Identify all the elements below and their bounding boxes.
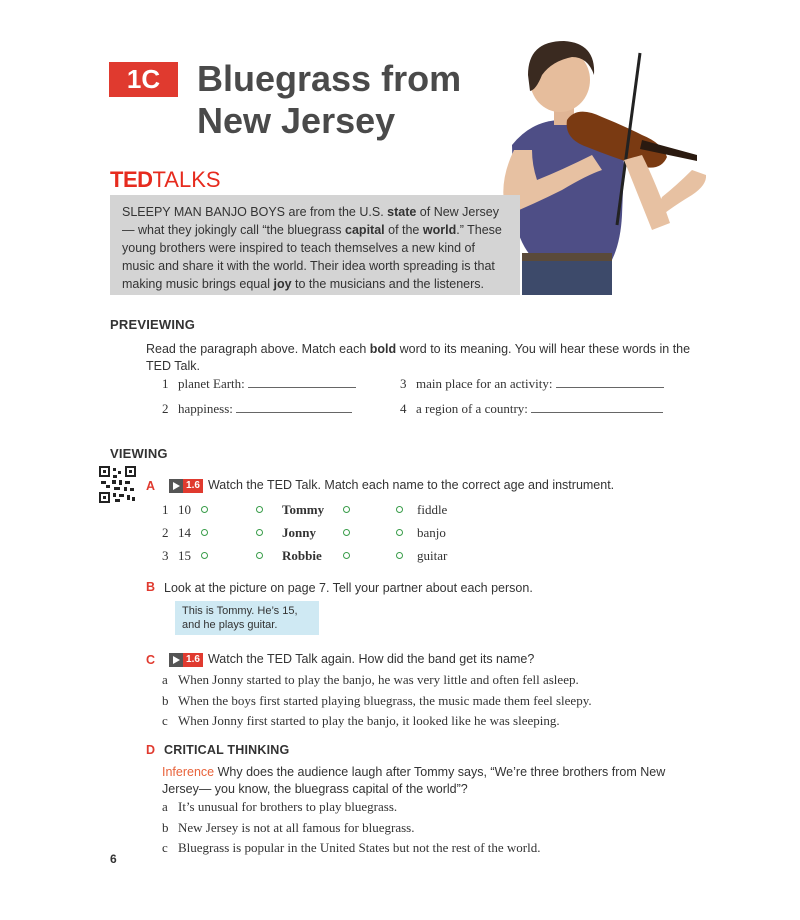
- video-code: 1.6: [183, 479, 203, 493]
- d-option-a[interactable]: [162, 799, 397, 815]
- c-option-a[interactable]: [162, 672, 579, 688]
- ted-talks-logo: [110, 168, 221, 192]
- bold-word-state: state: [387, 205, 417, 219]
- option-letter: c: [162, 840, 168, 855]
- exercise-letter-a: A: [146, 478, 156, 493]
- age-value: 14: [178, 525, 191, 540]
- option-text: When the boys first started playing bluegrass, the music made them feel sleepy.: [178, 693, 592, 708]
- critical-thinking-heading: CRITICAL THINKING: [164, 743, 290, 757]
- item-number: 1: [162, 376, 169, 391]
- option-text: It’s unusual for brothers to play bluegrass.: [178, 799, 398, 814]
- unit-title: [197, 58, 497, 142]
- instrument-fiddle: fiddle: [417, 502, 448, 517]
- name-tommy: Tommy: [282, 502, 325, 517]
- option-letter: c: [162, 713, 168, 728]
- option-text: When Jonny started to play the banjo, he was very little and often fell asleep.: [178, 672, 579, 687]
- c-option-c[interactable]: [162, 713, 560, 729]
- intro-text-4: .” These young brothers were inspired to teach themselves a new kind of music and share it with the world. Their idea worth spreading is that making music brings equal: [122, 223, 502, 291]
- match-circle[interactable]: [201, 529, 208, 536]
- viewing-heading: VIEWING: [110, 446, 168, 461]
- video-play-icon[interactable]: [169, 479, 203, 493]
- exercise-letter-b: B: [146, 580, 156, 594]
- match-circle[interactable]: [201, 552, 208, 559]
- age-value: 15: [178, 548, 191, 563]
- option-text: Bluegrass is popular in the United States but not the rest of the world.: [178, 840, 541, 855]
- speech-line-2: and he plays guitar.: [182, 619, 278, 631]
- match-row-3: [162, 548, 191, 564]
- instrument-banjo: banjo: [417, 525, 446, 540]
- unit-badge: 1C: [109, 62, 178, 97]
- previewing-instr-post: word to its meaning. You will hear these words in the TED Talk.: [146, 342, 691, 373]
- previewing-item-2: [162, 401, 352, 417]
- item-number: 2: [162, 401, 169, 416]
- age-value: 10: [178, 502, 191, 517]
- exercise-b-instructions: Look at the picture on page 7. Tell your partner about each person.: [164, 581, 533, 595]
- item-number: 3: [400, 376, 407, 391]
- intro-text-1: SLEEPY MAN BANJO BOYS are from the U.S.: [122, 205, 388, 219]
- match-circle[interactable]: [396, 552, 403, 559]
- option-letter: a: [162, 672, 168, 687]
- play-icon: [169, 653, 183, 667]
- previewing-item-4: [400, 401, 663, 417]
- name-robbie: Robbie: [282, 548, 322, 563]
- option-letter: b: [162, 693, 169, 708]
- answer-blank-2[interactable]: [236, 402, 352, 413]
- bold-word-world: world: [422, 223, 457, 237]
- name-jonny: Jonny: [282, 525, 316, 540]
- exercise-b: [146, 580, 533, 597]
- question-text: Why does the audience laugh after Tommy says, “We’re three brothers from New Jersey— you know, the bluegrass capital of the world”?: [162, 765, 666, 796]
- item-label: a region of a country:: [416, 401, 528, 416]
- speech-bubble: [175, 601, 319, 635]
- d-option-c[interactable]: [162, 840, 541, 856]
- match-circle[interactable]: [396, 529, 403, 536]
- match-circle[interactable]: [256, 552, 263, 559]
- ted-logo-ted: TED: [110, 167, 153, 192]
- critical-thinking-question: [162, 764, 702, 798]
- match-circle[interactable]: [256, 506, 263, 513]
- option-letter: a: [162, 799, 168, 814]
- previewing-instr-bold: bold: [369, 342, 397, 356]
- match-circle[interactable]: [343, 506, 350, 513]
- option-letter: b: [162, 820, 169, 835]
- answer-blank-4[interactable]: [531, 402, 663, 413]
- unit-title-line2: New Jersey: [197, 100, 396, 141]
- answer-blank-1[interactable]: [248, 377, 356, 388]
- match-circle[interactable]: [396, 506, 403, 513]
- previewing-item-3: [400, 376, 664, 392]
- exercise-c-instructions: Watch the TED Talk again. How did the band get its name?: [207, 652, 535, 666]
- exercise-c: [146, 651, 534, 668]
- exercise-a: [146, 477, 614, 494]
- answer-blank-3[interactable]: [556, 377, 664, 388]
- previewing-heading: PREVIEWING: [110, 317, 196, 332]
- row-number: 2: [162, 525, 169, 540]
- speech-line-1: This is Tommy. He’s 15,: [182, 605, 298, 617]
- qr-code-icon[interactable]: [99, 466, 136, 503]
- row-number: 1: [162, 502, 169, 517]
- option-text: When Jonny first started to play the banjo, it looked like he was sleeping.: [178, 713, 560, 728]
- unit-title-line1: Bluegrass from: [197, 58, 462, 99]
- previewing-instr-pre: Read the paragraph above. Match each: [146, 342, 370, 356]
- intro-text-3: of the: [384, 223, 423, 237]
- match-row-1: [162, 502, 191, 518]
- instrument-guitar: guitar: [417, 548, 448, 563]
- match-row-2: [162, 525, 191, 541]
- ted-logo-talks: TALKS: [152, 167, 221, 192]
- inference-label: Inference: [162, 765, 215, 779]
- previewing-instructions: [146, 341, 696, 375]
- exercise-letter-d: D: [146, 743, 156, 757]
- video-code: 1.6: [183, 653, 203, 667]
- c-option-b[interactable]: [162, 693, 592, 709]
- intro-text-2: of New Jersey— what they jokingly call “the bluegrass: [122, 205, 499, 237]
- match-circle[interactable]: [256, 529, 263, 536]
- intro-text-5: to the musicians and the listeners.: [291, 277, 484, 291]
- row-number: 3: [162, 548, 169, 563]
- item-number: 4: [400, 401, 407, 416]
- match-circle[interactable]: [201, 506, 208, 513]
- bold-word-capital: capital: [345, 223, 385, 237]
- item-label: planet Earth:: [178, 376, 245, 391]
- option-text: New Jersey is not at all famous for bluegrass.: [178, 820, 415, 835]
- match-circle[interactable]: [343, 529, 350, 536]
- intro-paragraph-box: [110, 195, 520, 295]
- exercise-d: [146, 743, 289, 757]
- intro-paragraph: [122, 203, 508, 293]
- play-icon: [169, 479, 183, 493]
- item-label: main place for an activity:: [416, 376, 553, 391]
- previewing-item-1: [162, 376, 356, 392]
- exercise-a-instructions: Watch the TED Talk. Match each name to the correct age and instrument.: [207, 478, 615, 492]
- d-option-b[interactable]: [162, 820, 414, 836]
- violinist-photo: [492, 35, 710, 295]
- item-label: happiness:: [178, 401, 233, 416]
- match-circle[interactable]: [343, 552, 350, 559]
- exercise-letter-c: C: [146, 652, 156, 667]
- page-number: 6: [110, 852, 117, 866]
- video-play-icon[interactable]: [169, 653, 203, 667]
- bold-word-joy: joy: [273, 277, 292, 291]
